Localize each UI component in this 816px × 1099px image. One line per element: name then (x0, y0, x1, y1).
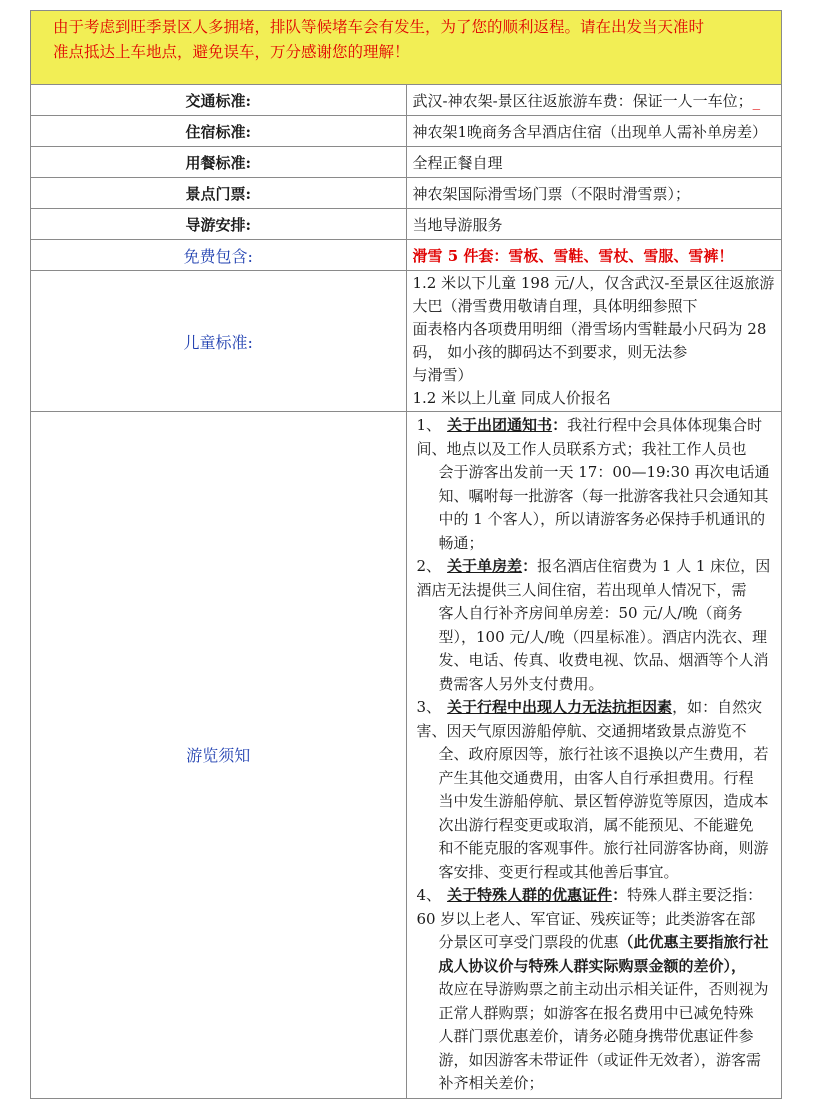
note-line: 当中发生游船停航、景区暂停游览等原因，造成本次出游行程变更或取消，属不能预见、不能避免 (438, 792, 769, 834)
child-label: 儿童标准: (31, 271, 407, 412)
meal-value: 全程正餐自理 (406, 147, 782, 178)
notes-row (31, 412, 782, 1099)
hotel-value: 神农架1晚商务含早酒店住宿（出现单人需补单房差） (406, 116, 782, 147)
guide-row (31, 209, 782, 240)
note-line: 人群门票优惠差价，请务必随身携带优惠证件参游，如因游客未带证件（或证件无效者），游客需 (438, 1027, 762, 1069)
note-heading: 关于单房差 (447, 557, 523, 575)
child-line: 1.2 米以上儿童 同成人价报名 (412, 389, 611, 407)
notes-value (406, 412, 782, 1099)
note-separator: ： (612, 886, 628, 904)
transport-row (31, 85, 782, 116)
child-line: 面表格内各项费用明细（滑雪场内雪鞋最小尺码为 28 码， 如小孩的脚码达不到要求，则无法参 (412, 320, 767, 361)
child-value (406, 271, 782, 412)
note-line: 会于游客出发前一天 17：00—19:30 再次电话通知、嘱咐每一批游客（每一批游客我社只会通知其 (438, 463, 770, 505)
hotel-label: 住宿标准: (31, 116, 407, 147)
meal-label: 用餐标准: (31, 147, 407, 178)
note-line: 特殊人群主要泛指：60 岁以上老人、军官证、残疾证等；此类游客在部 (416, 886, 763, 928)
note-line: 我社行程中会具体体现集合时间、地点以及工作人员联系方式；我社工作人员也 (416, 416, 763, 458)
free-label: 免费包含: (31, 240, 407, 271)
note-item (417, 555, 776, 696)
note-separator: ： (522, 557, 538, 575)
note-item (417, 696, 776, 884)
text-cursor: _ (752, 91, 761, 110)
ticket-row (31, 178, 782, 209)
child-line: 与滑雪） (412, 366, 473, 384)
ticket-value: 神农架国际滑雪场门票（不限时滑雪票）； (406, 178, 782, 209)
meal-row (31, 147, 782, 178)
note-line: 和不能克服的客观事件。旅行社同游客协商，则游客安排、变更行程或其他善后事宜。 (438, 839, 769, 881)
notes-label: 游览须知 (31, 412, 407, 1099)
note-line (417, 931, 776, 978)
note-separator: ， (672, 698, 688, 716)
note-heading: 关于行程中出现人力无法抗拒因素 (447, 698, 673, 716)
notice-row (31, 11, 782, 85)
child-row (31, 271, 782, 412)
note-number: 4、 (416, 886, 442, 904)
note-line: 全、政府原因等，旅行社该不退换以产生费用，若产生其他交通费用，由客人自行承担费用。行程 (438, 745, 769, 787)
note-line: 中的 1 个客人），所以请游客务必保持手机通讯的畅通； (438, 510, 766, 552)
note-line: 报名酒店住宿费为 1 人 1 床位，因酒店无法提供三人间住宿，若出现单人情况下，需 (416, 557, 771, 599)
note-line: 发、电话、传真、收费电视、饮品、烟酒等个人消费需客人另外支付费用。 (438, 651, 769, 693)
transport-value (406, 85, 782, 116)
note-separator: ： (552, 416, 568, 434)
hotel-row (31, 116, 782, 147)
note-number: 3、 (416, 698, 442, 716)
note-heading: 关于出团通知书 (447, 416, 553, 434)
notice-text (31, 11, 782, 85)
notice-line-2: 准点抵达上车地点，避免误车，万分感谢您的理解！ (53, 43, 410, 61)
guide-value: 当地导游服务 (406, 209, 782, 240)
note-line-part: 分景区可享受门票段的优惠 (438, 933, 619, 951)
note-number: 1、 (416, 416, 442, 434)
note-line: 补齐相关差价； (438, 1074, 544, 1092)
ticket-label: 景点门票: (31, 178, 407, 209)
child-line: 1.2 米以下儿童 198 元/人，仅含武汉-至景区往返旅游大巴（滑雪费用敬请自理，具体明细参照下 (412, 274, 775, 315)
note-line: 故应在导游购票之前主动出示相关证件，否则视为正常人群购票；如游客在报名费用中已减免特殊 (438, 980, 769, 1022)
transport-text: 武汉-神农架-景区往返旅游车费：保证一人一车位； (412, 91, 753, 110)
note-number: 2、 (416, 557, 442, 575)
free-value: 滑雪 5 件套：雪板、雪鞋、雪杖、雪服、雪裤！ (406, 240, 782, 271)
note-line: 客人自行补齐房间单房差：50 元/人/晚（商务型），100 元/人/晚（四星标准）。酒店内洗衣、理 (438, 604, 768, 646)
note-item (417, 884, 776, 1096)
transport-label: 交通标准: (31, 85, 407, 116)
guide-label: 导游安排: (31, 209, 407, 240)
notice-line-1: 由于考虑到旺季景区人多拥堵，排队等候堵车会有发生，为了您的顺利返程。请在出发当天准时 (53, 18, 705, 36)
free-row (31, 240, 782, 271)
note-item (417, 414, 776, 555)
itinerary-table (30, 10, 782, 1099)
note-line: 如：自然灾害、因天气原因游船停航、交通拥堵致景点游览不 (416, 698, 763, 740)
note-heading: 关于特殊人群的优惠证件 (447, 886, 613, 904)
note-line-emphasis: （此优惠主要指旅行社成人协议价与特殊人群实际购票金额的差价）， (438, 933, 769, 975)
